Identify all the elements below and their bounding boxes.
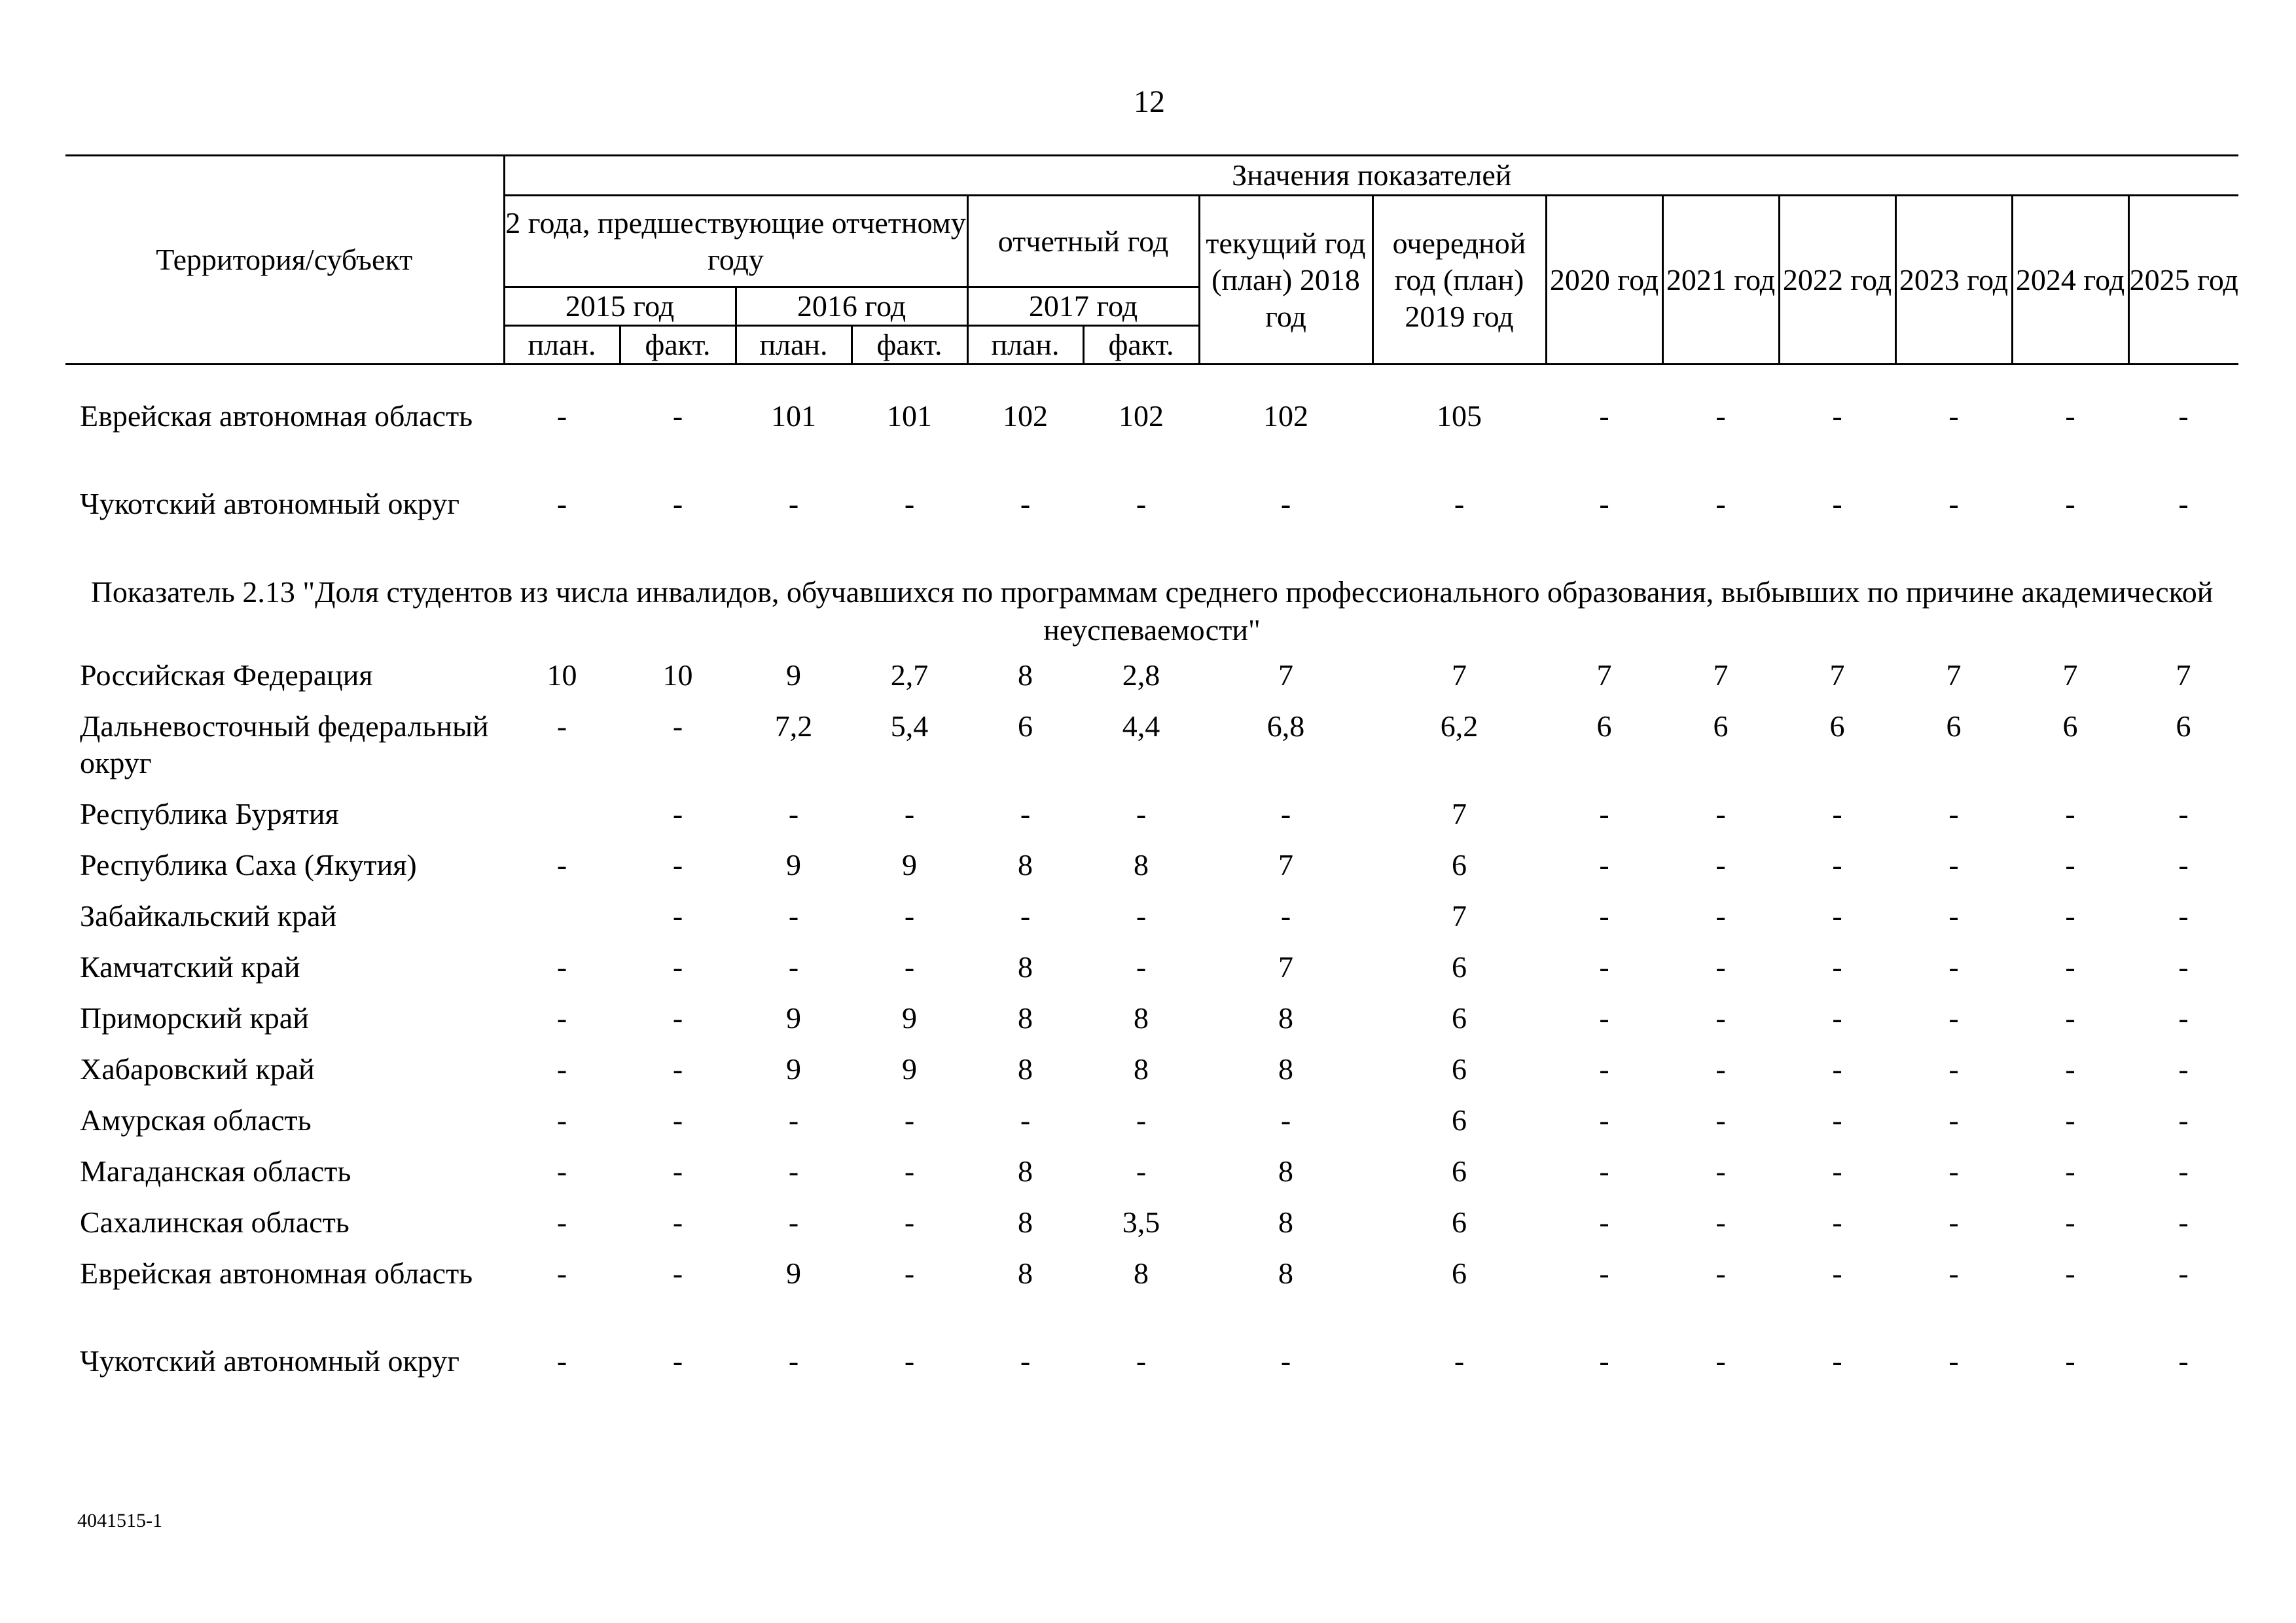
value-cell: 3,5 bbox=[1122, 1205, 1160, 1239]
territory-header: Территория/субъект bbox=[65, 156, 504, 365]
year-2016-header: 2016 год bbox=[736, 287, 967, 326]
indicator-values-header: Значения показателей bbox=[504, 156, 2238, 196]
value-cell: - bbox=[1715, 899, 1726, 933]
value-cell: 6 bbox=[1596, 709, 1612, 743]
year-2021-header: 2021 год bbox=[1662, 196, 1779, 365]
value-cell: - bbox=[672, 1205, 683, 1239]
value-cell: - bbox=[788, 1103, 799, 1137]
value-cell: - bbox=[672, 1103, 683, 1137]
value-cell: - bbox=[556, 1257, 567, 1290]
value-cell: - bbox=[672, 1001, 683, 1035]
value-cell: - bbox=[1948, 1052, 1959, 1086]
value-cell: - bbox=[672, 1154, 683, 1188]
value-cell: - bbox=[1832, 797, 1842, 830]
value-cell: - bbox=[1280, 899, 1291, 933]
value-cell: - bbox=[2065, 1205, 2075, 1239]
value-cell: - bbox=[556, 1205, 567, 1239]
value-cell: - bbox=[1280, 797, 1291, 830]
value-cell: - bbox=[1715, 1103, 1726, 1137]
value-cell: 102 bbox=[1119, 399, 1164, 433]
value-cell: 9 bbox=[786, 658, 801, 692]
value-cell: - bbox=[1136, 899, 1147, 933]
value-cell: - bbox=[672, 709, 683, 743]
value-cell: - bbox=[672, 797, 683, 830]
plan-2015-header: план. bbox=[504, 326, 620, 365]
value-cell: 9 bbox=[902, 1052, 917, 1086]
table-row bbox=[65, 796, 2238, 847]
value-cell: - bbox=[1599, 1001, 1609, 1035]
value-cell: - bbox=[788, 1154, 799, 1188]
value-cell: - bbox=[1715, 1001, 1726, 1035]
value-cell: 6 bbox=[1452, 950, 1467, 984]
value-cell: - bbox=[2178, 1205, 2189, 1239]
value-cell: - bbox=[2178, 899, 2189, 933]
territory-name: Российская Федерация bbox=[80, 658, 373, 692]
value-cell: - bbox=[2178, 1154, 2189, 1188]
value-cell: 7 bbox=[1829, 658, 1845, 692]
value-cell: - bbox=[1280, 487, 1291, 520]
territory-name: Забайкальский край bbox=[80, 899, 337, 933]
next-year-header: очередной год (план) 2019 год bbox=[1372, 196, 1546, 365]
territory-name: Камчатский край bbox=[80, 950, 300, 984]
value-cell: - bbox=[1948, 1205, 1959, 1239]
value-cell: - bbox=[1136, 1103, 1147, 1137]
value-cell: 9 bbox=[902, 1001, 917, 1035]
page-number: 12 bbox=[1134, 84, 1165, 119]
value-cell: - bbox=[556, 1344, 567, 1378]
value-cell: 101 bbox=[887, 399, 932, 433]
year-2022-header: 2022 год bbox=[1779, 196, 1895, 365]
value-cell: 7 bbox=[1452, 658, 1467, 692]
value-cell: - bbox=[1948, 487, 1959, 520]
value-cell: - bbox=[1948, 1344, 1959, 1378]
value-cell: - bbox=[1599, 848, 1609, 882]
value-cell: - bbox=[904, 1103, 915, 1137]
value-cell: - bbox=[1020, 797, 1031, 830]
value-cell: - bbox=[1599, 1052, 1609, 1086]
value-cell: - bbox=[1832, 1154, 1842, 1188]
value-cell: - bbox=[1020, 1103, 1031, 1137]
value-cell: - bbox=[2065, 848, 2075, 882]
territory-name: Чукотский автономный округ bbox=[80, 1344, 460, 1378]
value-cell: - bbox=[1715, 950, 1726, 984]
territory-name: Республика Бурятия bbox=[80, 797, 339, 830]
value-cell: - bbox=[1948, 848, 1959, 882]
value-cell: - bbox=[1599, 1103, 1609, 1137]
value-cell: - bbox=[904, 1154, 915, 1188]
value-cell: 7,2 bbox=[774, 709, 813, 743]
value-cell: - bbox=[2065, 1052, 2075, 1086]
table-row bbox=[65, 847, 2238, 898]
value-cell: - bbox=[1599, 487, 1609, 520]
value-cell: - bbox=[904, 899, 915, 933]
value-cell: 6 bbox=[1713, 709, 1729, 743]
value-cell: - bbox=[1832, 1103, 1842, 1137]
value-cell: 7 bbox=[2176, 658, 2191, 692]
value-cell: - bbox=[2178, 797, 2189, 830]
value-cell: 6,2 bbox=[1440, 709, 1479, 743]
value-cell: - bbox=[1832, 1205, 1842, 1239]
value-cell: 6 bbox=[1452, 1257, 1467, 1290]
value-cell: - bbox=[2065, 399, 2075, 433]
table-body bbox=[65, 365, 2238, 1431]
value-cell: - bbox=[672, 1052, 683, 1086]
table-row bbox=[65, 486, 2238, 573]
value-cell: - bbox=[788, 487, 799, 520]
value-cell: 8 bbox=[1018, 950, 1033, 984]
value-cell: - bbox=[1948, 899, 1959, 933]
year-2025-header: 2025 год bbox=[2128, 196, 2238, 365]
value-cell: - bbox=[1599, 1205, 1609, 1239]
value-cell: - bbox=[1599, 1257, 1609, 1290]
table-row bbox=[65, 657, 2238, 708]
value-cell: - bbox=[556, 709, 567, 743]
value-cell: - bbox=[556, 1001, 567, 1035]
value-cell: 102 bbox=[1263, 399, 1308, 433]
value-cell: - bbox=[788, 1205, 799, 1239]
value-cell: 6 bbox=[1452, 1052, 1467, 1086]
value-cell: 8 bbox=[1018, 1257, 1033, 1290]
value-cell: - bbox=[1948, 1001, 1959, 1035]
value-cell: - bbox=[1715, 1344, 1726, 1378]
value-cell: - bbox=[1599, 950, 1609, 984]
value-cell: 102 bbox=[1003, 399, 1048, 433]
value-cell: 6 bbox=[1946, 709, 1962, 743]
value-cell: - bbox=[1832, 848, 1842, 882]
table-row bbox=[65, 1153, 2238, 1204]
value-cell: - bbox=[1715, 1052, 1726, 1086]
value-cell: - bbox=[2065, 950, 2075, 984]
value-cell: - bbox=[556, 399, 567, 433]
value-cell: - bbox=[672, 848, 683, 882]
table-row bbox=[65, 1051, 2238, 1102]
table-row bbox=[65, 898, 2238, 949]
plan-2016-header: план. bbox=[736, 326, 852, 365]
document-code: 4041515-1 bbox=[77, 1510, 162, 1531]
value-cell: - bbox=[1715, 1205, 1726, 1239]
value-cell: - bbox=[2178, 1257, 2189, 1290]
value-cell: - bbox=[1136, 1154, 1147, 1188]
indicator-table bbox=[65, 154, 2238, 1431]
value-cell: - bbox=[904, 1205, 915, 1239]
value-cell: - bbox=[2065, 1103, 2075, 1137]
value-cell: - bbox=[672, 950, 683, 984]
value-cell: 10 bbox=[547, 658, 577, 692]
value-cell: 7 bbox=[1452, 797, 1467, 830]
value-cell: - bbox=[672, 399, 683, 433]
value-cell: - bbox=[904, 1257, 915, 1290]
value-cell: 8 bbox=[1134, 1052, 1149, 1086]
table-row bbox=[65, 1204, 2238, 1255]
fact-2017-header: факт. bbox=[1083, 326, 1199, 365]
value-cell: - bbox=[1599, 899, 1609, 933]
value-cell: - bbox=[1715, 487, 1726, 520]
value-cell: - bbox=[904, 797, 915, 830]
value-cell: 4,4 bbox=[1122, 709, 1160, 743]
value-cell: - bbox=[2065, 899, 2075, 933]
table-row bbox=[65, 708, 2238, 796]
territory-name: Амурская область bbox=[80, 1103, 312, 1137]
value-cell: - bbox=[2178, 848, 2189, 882]
value-cell: - bbox=[1948, 1257, 1959, 1290]
value-cell: - bbox=[556, 1052, 567, 1086]
value-cell: 6 bbox=[1018, 709, 1033, 743]
value-cell: 9 bbox=[786, 1052, 801, 1086]
value-cell: - bbox=[1832, 1001, 1842, 1035]
value-cell: - bbox=[1599, 399, 1609, 433]
value-cell: - bbox=[788, 797, 799, 830]
value-cell: - bbox=[1832, 487, 1842, 520]
section-row bbox=[65, 573, 2238, 657]
table-row bbox=[65, 1255, 2238, 1343]
value-cell: 10 bbox=[662, 658, 693, 692]
value-cell: - bbox=[1454, 487, 1465, 520]
value-cell: - bbox=[2178, 399, 2189, 433]
value-cell: 7 bbox=[1946, 658, 1962, 692]
spacer-cell bbox=[65, 365, 2238, 399]
value-cell: - bbox=[556, 1154, 567, 1188]
value-cell: - bbox=[2065, 487, 2075, 520]
value-cell: 9 bbox=[786, 1001, 801, 1035]
value-cell: - bbox=[904, 487, 915, 520]
value-cell: - bbox=[556, 848, 567, 882]
value-cell: - bbox=[788, 1344, 799, 1378]
value-cell: - bbox=[2065, 1001, 2075, 1035]
table-row bbox=[65, 398, 2238, 486]
fact-2015-header: факт. bbox=[620, 326, 736, 365]
value-cell: - bbox=[788, 950, 799, 984]
value-cell: - bbox=[1020, 899, 1031, 933]
current-year-header: текущий год (план) 2018 год bbox=[1199, 196, 1372, 365]
value-cell: - bbox=[1832, 899, 1842, 933]
value-cell: 8 bbox=[1018, 1205, 1033, 1239]
value-cell: - bbox=[1832, 1257, 1842, 1290]
value-cell: 9 bbox=[902, 848, 917, 882]
value-cell: 2,8 bbox=[1122, 658, 1160, 692]
value-cell: 7 bbox=[1278, 848, 1293, 882]
value-cell: 105 bbox=[1437, 399, 1482, 433]
year-2015-header: 2015 год bbox=[504, 287, 736, 326]
value-cell: - bbox=[556, 487, 567, 520]
value-cell: 8 bbox=[1278, 1001, 1293, 1035]
value-cell: - bbox=[2178, 950, 2189, 984]
table-row bbox=[65, 1102, 2238, 1153]
value-cell: 8 bbox=[1018, 1154, 1033, 1188]
value-cell: 8 bbox=[1018, 1052, 1033, 1086]
value-cell: - bbox=[1832, 399, 1842, 433]
value-cell: - bbox=[2065, 1154, 2075, 1188]
value-cell: 6,8 bbox=[1266, 709, 1305, 743]
table-header bbox=[65, 156, 2238, 365]
value-cell: - bbox=[1832, 950, 1842, 984]
value-cell: - bbox=[1599, 1344, 1609, 1378]
value-cell: 6 bbox=[2062, 709, 2078, 743]
value-cell: - bbox=[1136, 797, 1147, 830]
value-cell: - bbox=[1715, 399, 1726, 433]
value-cell: - bbox=[1832, 1344, 1842, 1378]
value-cell: - bbox=[1136, 950, 1147, 984]
value-cell: 7 bbox=[1452, 899, 1467, 933]
value-cell: - bbox=[2178, 487, 2189, 520]
value-cell: - bbox=[1599, 1154, 1609, 1188]
value-cell: - bbox=[672, 899, 683, 933]
value-cell: - bbox=[2178, 1052, 2189, 1086]
value-cell: - bbox=[1136, 487, 1147, 520]
value-cell: - bbox=[1715, 797, 1726, 830]
value-cell: - bbox=[2065, 797, 2075, 830]
value-cell: 7 bbox=[1278, 950, 1293, 984]
value-cell: - bbox=[556, 1103, 567, 1137]
territory-name: Дальневосточный федеральный округ bbox=[80, 709, 489, 779]
value-cell: 6 bbox=[1452, 1154, 1467, 1188]
value-cell bbox=[504, 796, 620, 847]
value-cell bbox=[504, 898, 620, 949]
territory-name: Чукотский автономный округ bbox=[80, 487, 460, 520]
value-cell: - bbox=[1599, 797, 1609, 830]
value-cell: 9 bbox=[786, 848, 801, 882]
value-cell: - bbox=[1715, 848, 1726, 882]
value-cell: 101 bbox=[771, 399, 816, 433]
value-cell: - bbox=[904, 950, 915, 984]
value-cell: - bbox=[1715, 1257, 1726, 1290]
value-cell: - bbox=[1715, 1154, 1726, 1188]
value-cell: 7 bbox=[1596, 658, 1612, 692]
territory-name: Республика Саха (Якутия) bbox=[80, 848, 417, 882]
value-cell: - bbox=[2178, 1344, 2189, 1378]
value-cell: 8 bbox=[1134, 1001, 1149, 1035]
value-cell: 6 bbox=[1452, 848, 1467, 882]
value-cell: 6 bbox=[1452, 1205, 1467, 1239]
value-cell: 8 bbox=[1278, 1154, 1293, 1188]
value-cell: - bbox=[1020, 1344, 1031, 1378]
territory-name: Еврейская автономная область bbox=[80, 1257, 473, 1290]
plan-2017-header: план. bbox=[967, 326, 1083, 365]
value-cell: - bbox=[1454, 1344, 1465, 1378]
value-cell: 8 bbox=[1278, 1257, 1293, 1290]
value-cell: 8 bbox=[1134, 848, 1149, 882]
value-cell: - bbox=[1020, 487, 1031, 520]
value-cell: - bbox=[904, 1344, 915, 1378]
fact-2016-header: факт. bbox=[852, 326, 967, 365]
table-row bbox=[65, 1000, 2238, 1051]
value-cell: 8 bbox=[1018, 848, 1033, 882]
value-cell: 8 bbox=[1278, 1205, 1293, 1239]
value-cell: - bbox=[1948, 1154, 1959, 1188]
value-cell: 6 bbox=[1452, 1001, 1467, 1035]
value-cell: 6 bbox=[1829, 709, 1845, 743]
value-cell: 5,4 bbox=[890, 709, 929, 743]
territory-name: Сахалинская область bbox=[80, 1205, 350, 1239]
value-cell: - bbox=[1280, 1344, 1291, 1378]
table-row bbox=[65, 949, 2238, 1000]
value-cell: - bbox=[672, 1344, 683, 1378]
value-cell: - bbox=[1948, 399, 1959, 433]
indicator-section-title: Показатель 2.13 "Доля студентов из числа инвалидов, обучавшихся по программам среднего профессионального образования, выбывших по причине академической неуспеваемости" bbox=[90, 575, 2214, 647]
value-cell: - bbox=[788, 899, 799, 933]
value-cell: - bbox=[1948, 797, 1959, 830]
value-cell: - bbox=[1948, 950, 1959, 984]
value-cell: - bbox=[556, 950, 567, 984]
value-cell: - bbox=[1280, 1103, 1291, 1137]
value-cell: 8 bbox=[1278, 1052, 1293, 1086]
value-cell: 7 bbox=[2062, 658, 2078, 692]
value-cell: - bbox=[672, 487, 683, 520]
value-cell: - bbox=[2178, 1001, 2189, 1035]
value-cell: 9 bbox=[786, 1257, 801, 1290]
value-cell: - bbox=[672, 1257, 683, 1290]
year-2023-header: 2023 год bbox=[1895, 196, 2012, 365]
value-cell: 6 bbox=[2176, 709, 2191, 743]
value-cell: - bbox=[1136, 1344, 1147, 1378]
year-2017-header: 2017 год bbox=[967, 287, 1199, 326]
territory-name: Хабаровский край bbox=[80, 1052, 315, 1086]
value-cell: 7 bbox=[1278, 658, 1293, 692]
value-cell: 8 bbox=[1018, 658, 1033, 692]
value-cell: 7 bbox=[1713, 658, 1729, 692]
spacer-row bbox=[65, 365, 2238, 399]
territory-name: Приморский край bbox=[80, 1001, 309, 1035]
territory-name: Еврейская автономная область bbox=[80, 399, 473, 433]
territory-name: Магаданская область bbox=[80, 1154, 351, 1188]
value-cell: - bbox=[1832, 1052, 1842, 1086]
two-years-prior-header: 2 года, предшествующие отчетному году bbox=[504, 196, 967, 287]
value-cell: 2,7 bbox=[890, 658, 929, 692]
value-cell: 8 bbox=[1018, 1001, 1033, 1035]
reporting-year-header: отчетный год bbox=[967, 196, 1199, 287]
value-cell: 8 bbox=[1134, 1257, 1149, 1290]
value-cell: - bbox=[2065, 1344, 2075, 1378]
value-cell: - bbox=[2065, 1257, 2075, 1290]
table-row bbox=[65, 1343, 2238, 1431]
value-cell: - bbox=[1948, 1103, 1959, 1137]
value-cell: - bbox=[2178, 1103, 2189, 1137]
value-cell: 6 bbox=[1452, 1103, 1467, 1137]
year-2024-header: 2024 год bbox=[2012, 196, 2128, 365]
year-2020-header: 2020 год bbox=[1546, 196, 1662, 365]
